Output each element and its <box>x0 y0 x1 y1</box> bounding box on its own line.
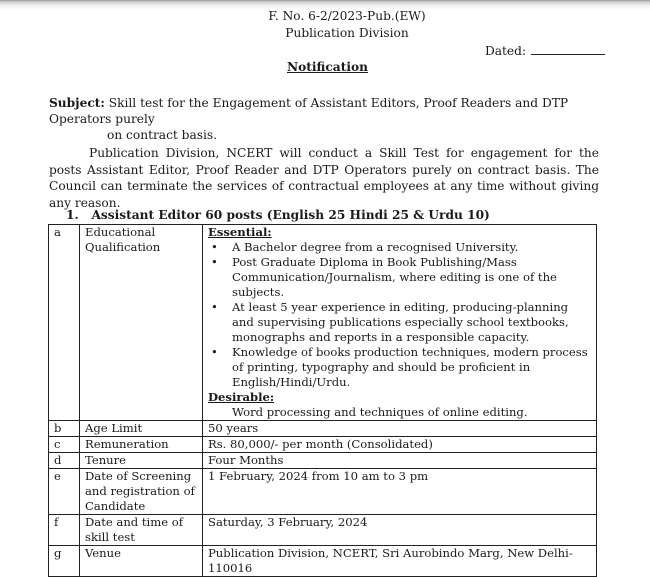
row-value: Four Months <box>203 453 597 469</box>
subject-block <box>49 95 609 143</box>
row-key: d <box>49 453 80 469</box>
table-row <box>49 546 597 577</box>
row-key: f <box>49 515 80 546</box>
table-row <box>49 421 597 437</box>
row-value: Publication Division, NCERT, Sri Aurobindo Marg, New Delhi-110016 <box>203 546 597 577</box>
post-details-table <box>48 224 597 577</box>
row-key: c <box>49 437 80 453</box>
desirable-text: Word processing and techniques of online editing. <box>232 405 528 419</box>
subject-continuation: on contract basis. <box>107 128 218 142</box>
division-name: Publication Division <box>285 26 409 40</box>
row-label: Date of Screening and registration of Candidate <box>80 469 203 515</box>
dated-field <box>485 43 605 58</box>
desirable-heading: Desirable: <box>208 390 275 404</box>
row-value: 1 February, 2024 from 10 am to 3 pm <box>203 469 597 515</box>
table-row <box>49 437 597 453</box>
essential-heading: Essential: <box>208 225 272 239</box>
row-label: Educational Qualification <box>80 225 203 421</box>
notification-title: Notification <box>287 60 368 74</box>
row-key: a <box>49 225 80 421</box>
table-row <box>49 225 597 421</box>
intro-paragraph: Publication Division, NCERT will conduct a Skill Test for engagement for the posts Assistant Editor, Proof Reader and DTP Operators purely on contract basis. The Council can terminate the services of contractual employees at any time without giving any reason. <box>49 146 599 210</box>
subject-text: Skill test for the Engagement of Assistant Editors, Proof Readers and DTP Operators purely <box>49 96 569 126</box>
subject-label: Subject: <box>49 96 105 110</box>
section-title: 1. Assistant Editor 60 posts (English 25 Hindi 25 & Urdu 10) <box>66 208 490 222</box>
table-row <box>49 453 597 469</box>
list-item: • Post Graduate Diploma in Book Publishing/Mass Communication/Journalism, where editing is one of the subjects. <box>232 255 592 300</box>
row-label: Age Limit <box>80 421 203 437</box>
file-number: F. No. 6-2/2023-Pub.(EW) <box>268 9 426 23</box>
row-label: Tenure <box>80 453 203 469</box>
row-value: Saturday, 3 February, 2024 <box>203 515 597 546</box>
row-value: 50 years <box>203 421 597 437</box>
row-label: Date and time of skill test <box>80 515 203 546</box>
row-value: Rs. 80,000/- per month (Consolidated) <box>203 437 597 453</box>
row-key: b <box>49 421 80 437</box>
dated-blank-line <box>531 43 605 55</box>
row-label: Venue <box>80 546 203 577</box>
dated-label: Dated: <box>485 44 527 58</box>
table-row <box>49 515 597 546</box>
row-label: Remuneration <box>80 437 203 453</box>
essential-list <box>208 240 592 390</box>
row-key: g <box>49 546 80 577</box>
list-item: • At least 5 year experience in editing, producing-planning and supervising publications especially school textbooks, monographs and reports in a responsible capacity. <box>232 300 592 345</box>
row-key: e <box>49 469 80 515</box>
table-row <box>49 469 597 515</box>
list-item: • A Bachelor degree from a recognised University. <box>232 240 592 255</box>
list-item: • Knowledge of books production techniques, modern process of printing, typography and should be proficient in English/Hindi/Urdu. <box>232 345 592 390</box>
qualification-cell <box>203 225 597 421</box>
